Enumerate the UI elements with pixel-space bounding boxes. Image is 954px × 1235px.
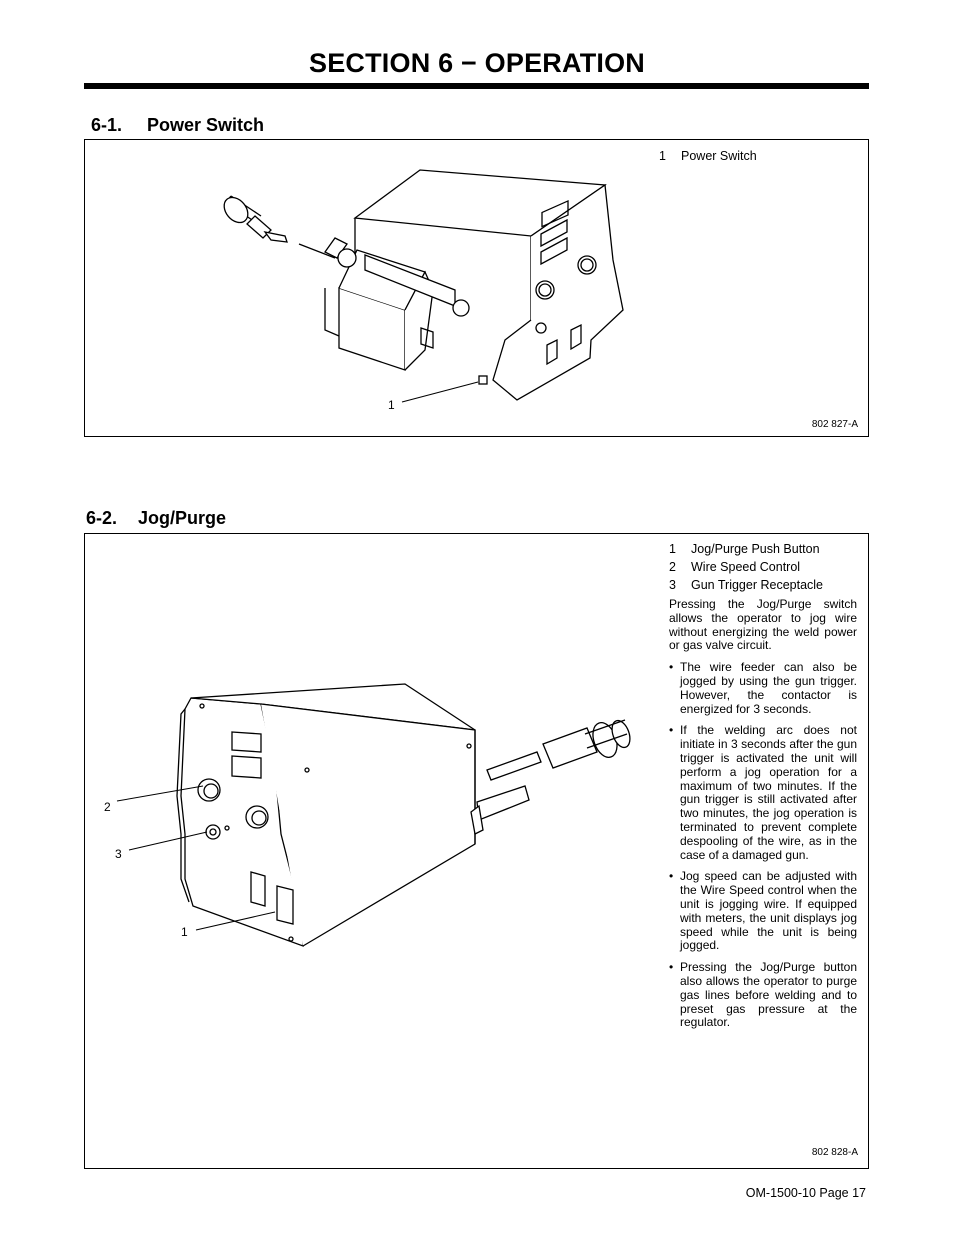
callout-marker-1: 1 (388, 398, 395, 412)
wire-feeder-front-illustration (85, 534, 868, 1168)
callout-number: 2 (669, 560, 676, 574)
heading-title: Power Switch (147, 115, 265, 135)
heading-power-switch (91, 115, 264, 136)
callout-number: 3 (669, 578, 676, 592)
figure-power-switch (84, 139, 869, 437)
callout-label: Wire Speed Control (691, 560, 801, 574)
callout-marker-2: 2 (104, 800, 111, 814)
figure-code: 802 827-A (811, 419, 858, 430)
callout-marker-3: 3 (115, 847, 122, 861)
bullet-text: If the welding arc does not initiate in 3 seconds after the gun trigger is activated the unit will perform a jog operation for a maximum of two minutes. If the gun trigger is still activated after two minutes, the jog operation is terminated to prevent complete despooling of the wire, as in the case of a damaged gun. (680, 723, 857, 862)
heading-number: 6-2. (86, 508, 118, 528)
page-footer: OM-1500-10 Page 17 (745, 1186, 866, 1200)
heading-title: Jog/Purge (138, 508, 227, 528)
wire-feeder-rear-illustration (85, 140, 868, 436)
bullet-text: Pressing the Jog/Purge button also allows the operator to purge gas lines before welding and to preset gas pressure at the regulator. (680, 960, 857, 1030)
intro-paragraph: Pressing the Jog/Purge switch allows the operator to jog wire without energizing the weld power or gas valve circuit. (669, 597, 857, 653)
callout-number: 1 (669, 542, 676, 556)
leader-line (402, 382, 478, 402)
callout-label: Jog/Purge Push Button (691, 542, 820, 556)
section-title: SECTION 6 − OPERATION (308, 48, 645, 78)
bullet-text: Jog speed can be adjusted with the Wire Speed control when the unit is jogging wire. If equipped with meters, the unit displays jog speed while the unit is being jogged. (680, 869, 857, 953)
callout-label: Power Switch (681, 149, 757, 163)
bullet-icon: • (669, 723, 674, 738)
figure-code: 802 828-A (811, 1147, 858, 1158)
title-rule (84, 83, 869, 89)
bullet-text: The wire feeder can also be jogged by using the gun trigger. However, the contactor is energized for 3 seconds. (680, 660, 857, 716)
callout-marker-1: 1 (181, 925, 188, 939)
bullet-icon: • (669, 869, 674, 884)
heading-jog-purge (86, 508, 226, 529)
figure-jog-purge (84, 533, 869, 1169)
bullet-icon: • (669, 660, 674, 675)
callout-number: 1 (659, 149, 666, 163)
callout-label: Gun Trigger Receptacle (691, 578, 824, 592)
heading-number: 6-1. (91, 115, 123, 135)
bullet-icon: • (669, 960, 674, 975)
